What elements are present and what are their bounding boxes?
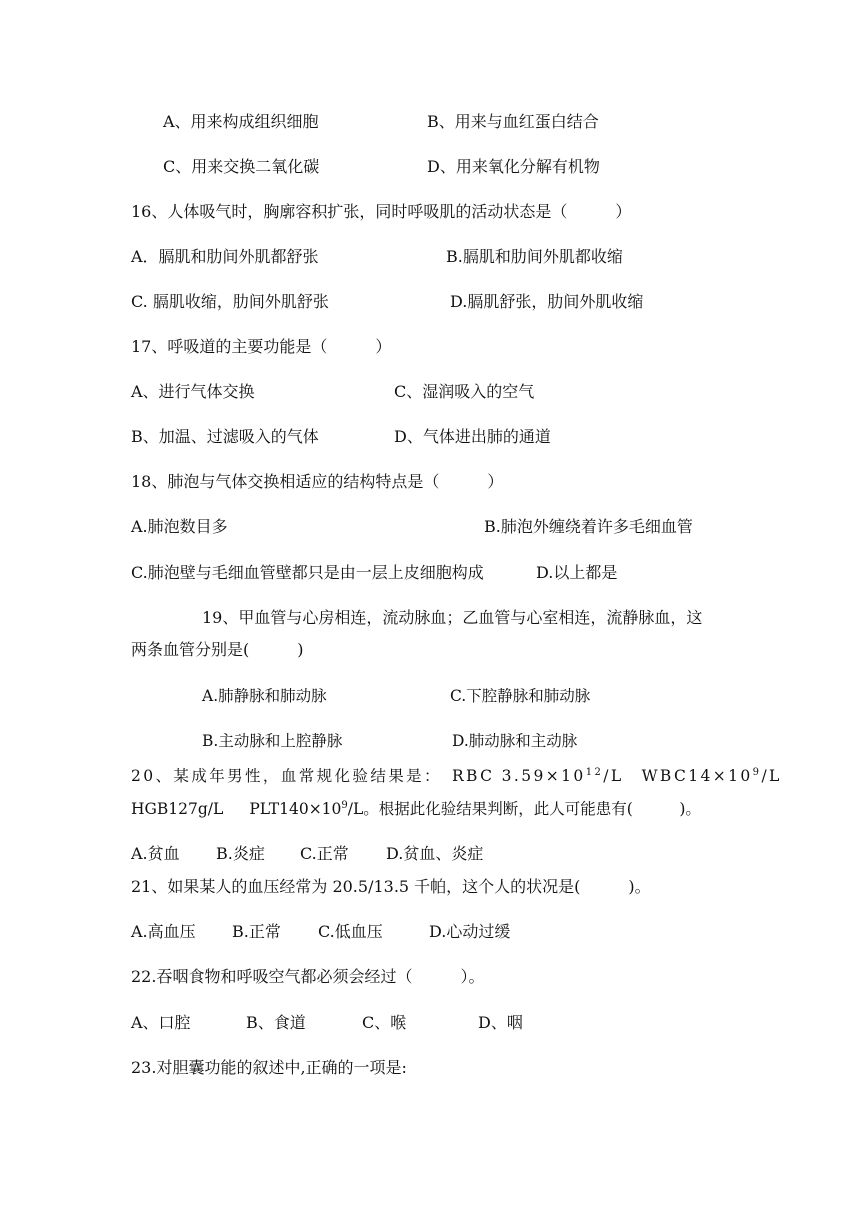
q19-option-d: D.肺动脉和主动脉 [452, 732, 578, 750]
q15-option-d: D、用来氧化分解有机物 [427, 157, 600, 176]
q22-option-b: B、食道 [246, 1013, 306, 1032]
q18-option-c: C.肺泡壁与毛细血管壁都只是由一层上皮细胞构成 [131, 563, 484, 582]
q17-option-b: B、加温、过滤吸入的气体 [131, 427, 319, 446]
q17-stem: 17、呼吸道的主要功能是（ ） [131, 337, 392, 356]
q16-stem: 16、人体吸气时，胸廓容积扩张，同时呼吸肌的活动状态是（ ） [131, 202, 632, 221]
q21-option-d: D.心动过缓 [429, 922, 511, 941]
q21-option-b: B.正常 [232, 922, 281, 941]
q20-rbc: RBC $3.59\times 10^{12}/L$ [451, 767, 624, 785]
q20-plt: $PLT140\times 10^9/L$。 [249, 800, 379, 818]
q19-option-b: B.主动脉和上腔静脉 [202, 732, 343, 750]
q15-option-b: B、用来与血红蛋白结合 [427, 112, 599, 131]
q22-stem: 22.吞咽食物和呼吸空气都必须会经过（ ）。 [131, 967, 485, 986]
q18-option-a: A.肺泡数目多 [131, 517, 228, 536]
q20-option-b: B.炎症 [216, 844, 265, 863]
q19-stem-line-1: 19、甲血管与心房相连，流动脉血；乙血管与心室相连，流静脉血，这 [202, 608, 703, 627]
q19-option-c: C.下腔静脉和肺动脉 [450, 687, 591, 705]
q22-option-c: C、喉 [362, 1013, 407, 1032]
q22-option-a: A、口腔 [131, 1013, 191, 1032]
q16-option-b: B.膈肌和肋间外肌都收缩 [446, 247, 623, 266]
q17-option-c: C、湿润吸入的空气 [394, 382, 535, 401]
q18-option-d: D.以上都是 [536, 563, 618, 582]
q20-stem-line-2 [131, 798, 701, 820]
q17-option-a: A、进行气体交换 [131, 382, 255, 401]
q20-stem-line-1 [131, 765, 782, 787]
q16-option-c: C. 膈肌收缩，肋间外肌舒张 [131, 292, 329, 311]
q21-option-c: C.低血压 [318, 922, 383, 941]
q23-stem: 23.对胆囊功能的叙述中,正确的一项是: [131, 1058, 407, 1077]
q20-option-a: A.贫血 [131, 844, 180, 863]
q18-stem: 18、肺泡与气体交换相适应的结构特点是（ ） [131, 472, 504, 491]
q16-option-d: D.膈肌舒张，肋间外肌收缩 [450, 292, 644, 311]
q21-stem: 21、如果某人的血压经常为 20.5/13.5 千帕，这个人的状况是( )。 [131, 877, 651, 896]
q21-option-a: A.高血压 [131, 922, 196, 941]
q19-option-a: A.肺静脉和肺动脉 [202, 687, 327, 705]
q17-option-d: D、气体进出肺的通道 [394, 427, 551, 446]
q16-option-a: A．膈肌和肋间外肌都舒张 [131, 247, 319, 266]
q18-option-b: B.肺泡外缠绕着许多毛细血管 [484, 517, 693, 536]
q20-hgb: HGB127g/L [131, 800, 224, 818]
q15-option-c: C、用来交换二氧化碳 [163, 157, 320, 176]
q20-stem-prefix: 20、某成年男性，血常规化验结果是： [131, 767, 442, 785]
q20-option-c: C.正常 [300, 844, 349, 863]
q15-option-a: A、用来构成组织细胞 [163, 112, 319, 131]
q20-wbc: $WBC14\times 10^9/L$ [641, 767, 782, 785]
q22-option-d: D、咽 [478, 1013, 523, 1032]
q20-option-d: D.贫血、炎症 [386, 844, 484, 863]
q20-stem-suffix: 根据此化验结果判断，此人可能患有( )。 [378, 800, 701, 818]
q19-stem-line-2: 两条血管分别是( ) [131, 640, 304, 659]
